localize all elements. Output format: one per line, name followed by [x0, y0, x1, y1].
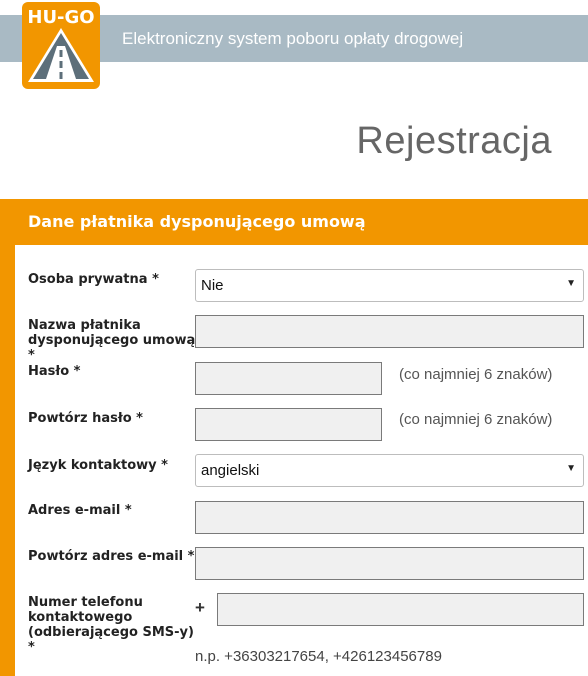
contact-language-select[interactable] — [195, 454, 584, 487]
private-person-label: Osoba prywatna * — [28, 272, 159, 287]
contact-language-label: Język kontaktowy * — [28, 458, 168, 473]
panel-header — [15, 199, 588, 245]
password-repeat-label: Powtórz hasło * — [28, 411, 143, 426]
password-hint: (co najmniej 6 znaków) — [399, 366, 553, 383]
email-label: Adres e-mail * — [28, 503, 132, 518]
chevron-down-icon: ▼ — [566, 278, 576, 289]
email-repeat-label: Powtórz adres e-mail * — [28, 549, 195, 564]
email-repeat-field[interactable] — [195, 547, 584, 580]
password-repeat-field[interactable] — [195, 408, 382, 441]
password-field[interactable] — [195, 362, 382, 395]
chevron-down-icon: ▼ — [566, 463, 576, 474]
logo-text: HU-GO — [27, 7, 95, 28]
phone-example: n.p. +36303217654, +426123456789 — [195, 648, 442, 665]
email-field[interactable] — [195, 501, 584, 534]
payer-name-label: Nazwa płatnika dysponującego umową * — [28, 318, 196, 363]
page-title: Rejestracja — [356, 120, 552, 162]
private-person-select[interactable] — [195, 269, 584, 302]
phone-label: Numer telefonu kontaktowego (odbierającego SMS-y) * — [28, 595, 194, 655]
section-title: Dane płatnika dysponującego umową — [28, 212, 366, 231]
password-label: Hasło * — [28, 364, 81, 379]
payer-name-field[interactable] — [195, 315, 584, 348]
hu-go-logo[interactable] — [22, 2, 100, 89]
private-person-value: Nie — [201, 277, 224, 294]
phone-field[interactable] — [217, 593, 584, 626]
phone-prefix: + — [195, 598, 205, 617]
header-tagline: Elektroniczny system poboru opłaty drogowej — [122, 29, 464, 48]
contact-language-value: angielski — [201, 462, 260, 479]
password-repeat-hint: (co najmniej 6 znaków) — [399, 411, 553, 428]
